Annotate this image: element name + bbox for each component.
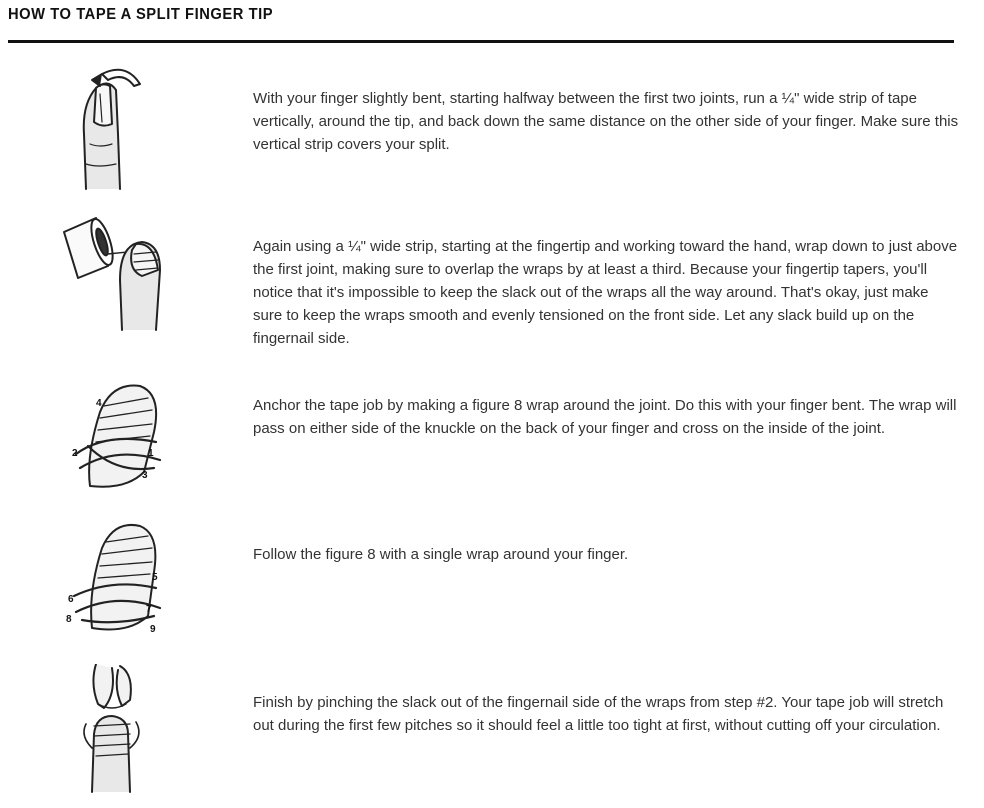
finger-pinch-slack-icon — [56, 664, 176, 794]
wrap-label-3: 3 — [142, 470, 148, 481]
wrap-label-1: 1 — [148, 448, 154, 459]
wrap-label-7: 7 — [146, 604, 152, 615]
step-5-text: Finish by pinching the slack out of the fingernail side of the wraps from step #2. Your tape job will stretch out during the first few pitches so it should feel a little too tight at first, without cutting off your circulation. — [253, 694, 944, 734]
wrap-label-4: 4 — [96, 398, 102, 409]
finger-tape-roll-wrap-icon — [56, 210, 176, 340]
wrap-label-6: 6 — [68, 594, 74, 605]
step-2-text: Again using a ¼" wide strip, starting at the fingertip and working toward the hand, wrap down to just above the first joint, making sure to overlap the wraps by at least a third. Because your fingertip tapers, you'll notice that it's impossible to keep the slack out of the wraps all the way around. That's okay, just make sure to keep the wraps smooth and evenly tensioned on the front side. Let any slack build up on the fingernail side. — [253, 238, 958, 347]
wrap-label-5: 5 — [152, 572, 158, 583]
wrap-label-8: 8 — [66, 614, 72, 625]
finger-figure-eight-wrap-icon — [56, 376, 176, 506]
wrap-label-9: 9 — [150, 624, 156, 635]
step-4-text: Follow the figure 8 with a single wrap around your finger. — [253, 546, 629, 563]
finger-single-wrap-icon — [56, 512, 176, 642]
wrap-label-2: 2 — [72, 448, 78, 459]
page-title: HOW TO TAPE A SPLIT FINGER TIP — [8, 6, 274, 23]
title-divider — [8, 40, 954, 43]
step-1-text: With your finger slightly bent, starting halfway between the first two joints, run a ¼" wide strip of tape vertically, around the tip, and back down the same distance on the other side of your finger. Make sure this vertical strip covers your split. — [253, 90, 959, 153]
finger-vertical-strip-icon — [56, 64, 176, 194]
step-3-text: Anchor the tape job by making a figure 8 wrap around the joint. Do this with your finger bent. The wrap will pass on either side of the knuckle on the back of your finger and cross on the inside of the joint. — [253, 397, 957, 437]
